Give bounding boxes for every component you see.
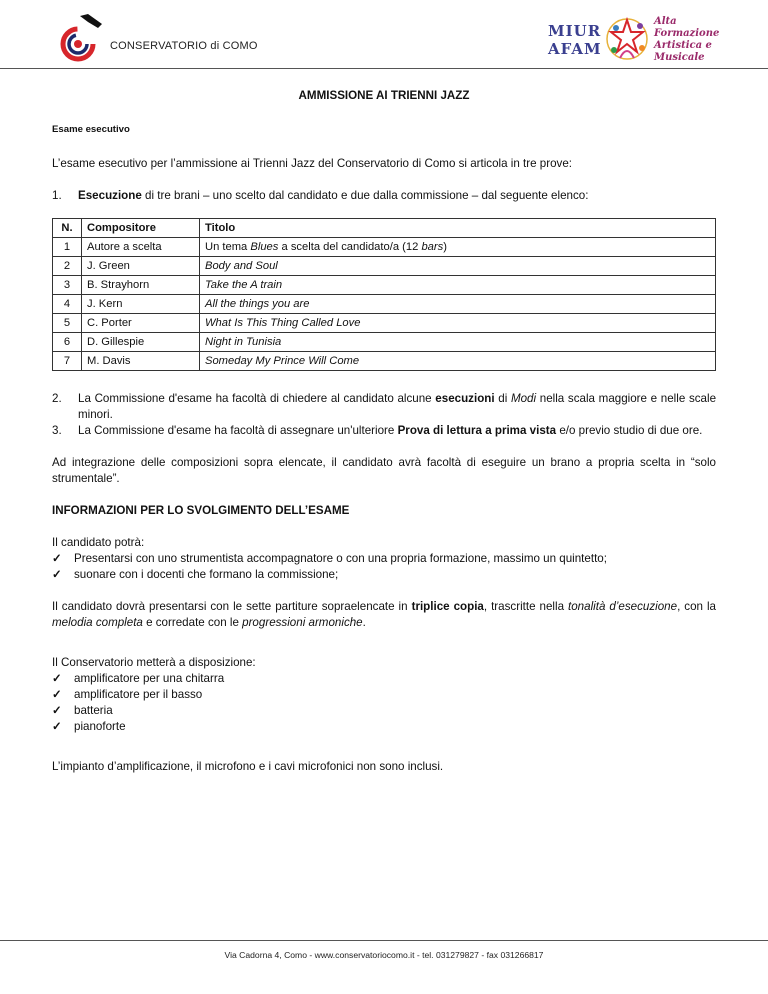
afam-stars-logo-icon	[602, 14, 652, 64]
cell-number: 7	[53, 352, 82, 371]
intro-paragraph: L’esame esecutivo per l’ammissione ai Trienni Jazz del Conservatorio di Como si articola in tre prove:	[52, 157, 573, 170]
list-number: 1.	[52, 189, 62, 202]
partiture-paragraph	[52, 599, 716, 631]
italic-term: tonalità d’esecuzione	[568, 600, 678, 613]
table-row	[53, 276, 716, 295]
cell-composer: J. Green	[82, 257, 200, 276]
text-part: nella scala maggiore e nelle scale minori.	[78, 392, 717, 421]
text-part: .	[362, 616, 366, 629]
cell-composer: Autore a scelta	[82, 238, 200, 257]
conservatorio-logo-icon	[58, 12, 110, 64]
check-icon: ✓	[52, 720, 62, 733]
list-item	[52, 567, 716, 583]
cell-number: 3	[53, 276, 82, 295]
bold-term: esecuzioni	[435, 392, 495, 405]
cell-number: 4	[53, 295, 82, 314]
list-item	[52, 703, 716, 719]
section-subtitle: Esame esecutivo	[52, 124, 130, 135]
list-item	[52, 551, 716, 567]
cell-number: 1	[53, 238, 82, 257]
title-italic: Take the A train	[205, 279, 283, 291]
list-item	[52, 687, 716, 703]
option-text: suonare con i docenti che formano la commissione;	[74, 568, 339, 581]
text-part: , con la	[677, 600, 716, 613]
list-text	[78, 391, 716, 423]
bold-term: triplice copia	[411, 600, 484, 613]
cell-title	[200, 238, 716, 257]
document-title: AMMISSIONE AI TRIENNI JAZZ	[298, 89, 470, 102]
list-text	[78, 423, 716, 439]
title-part: Un tema	[205, 241, 251, 253]
cell-number: 5	[53, 314, 82, 333]
cell-title	[200, 257, 716, 276]
check-icon: ✓	[52, 688, 62, 701]
table-row	[53, 352, 716, 371]
cell-number: 6	[53, 333, 82, 352]
candidato-potra-label: Il candidato potrà:	[52, 536, 145, 549]
text-part: Il candidato dovrà presentarsi con le sette partiture sopraelencate in	[52, 600, 412, 613]
info-heading: INFORMAZIONI PER LO SVOLGIMENTO DELL’ESAME	[52, 504, 350, 517]
miur-afam-wordmark	[548, 22, 602, 58]
text-part: e/o previo studio di due ore.	[556, 424, 703, 437]
title-italic: All the things you are	[205, 298, 310, 310]
text-part: di	[494, 392, 511, 405]
document-body	[52, 88, 716, 775]
title-italic: Someday My Prince Will Come	[205, 355, 360, 367]
cell-number: 2	[53, 257, 82, 276]
text-part: e corredate con le	[142, 616, 243, 629]
text-part: , trascritte nella	[483, 600, 569, 613]
equipment-text: amplificatore per il basso	[74, 688, 203, 701]
miur-label: MIUR	[548, 22, 602, 40]
title-part: a scelta del candidato/a (12	[278, 241, 422, 253]
check-icon: ✓	[52, 568, 62, 581]
afam-line: Alta	[654, 16, 677, 27]
page-header	[0, 0, 768, 68]
cell-composer: D. Gillespie	[82, 333, 200, 352]
table-row	[53, 333, 716, 352]
title-italic: Night in Tunisia	[205, 336, 282, 348]
cell-title	[200, 314, 716, 333]
footer-divider	[0, 940, 768, 941]
integration-paragraph: Ad integrazione delle composizioni sopra elencate, il candidato avrà facoltà di eseguire un brano a propria scelta in “solo strumentale”.	[52, 456, 716, 485]
conservatorio-name: CONSERVATORIO di COMO	[110, 40, 258, 52]
table-row	[53, 295, 716, 314]
list-number: 3.	[52, 424, 62, 437]
list-item-lettura	[52, 423, 716, 439]
italic-term: progressioni armoniche	[242, 616, 363, 629]
check-icon: ✓	[52, 552, 62, 565]
cell-composer: C. Porter	[82, 314, 200, 333]
pieces-table	[52, 218, 716, 371]
table-row	[53, 238, 716, 257]
title-part-italic: bars	[421, 241, 444, 253]
list-item-esecuzione	[52, 188, 716, 204]
italic-term: Modi	[510, 392, 537, 405]
title-italic: What Is This Thing Called Love	[205, 317, 361, 329]
option-text: Presentarsi con uno strumentista accompagnatore o con una propria formazione, massimo un quintetto;	[74, 552, 607, 565]
equipment-text: amplificatore per una chitarra	[74, 672, 225, 685]
disposizione-label: Il Conservatorio metterà a disposizione:	[52, 656, 256, 669]
header-divider	[0, 68, 768, 69]
table-header-row	[53, 219, 716, 238]
table-row	[53, 257, 716, 276]
table-row	[53, 314, 716, 333]
afam-line: Formazione	[654, 28, 720, 39]
equipment-text: pianoforte	[74, 720, 126, 733]
bold-term: Prova di lettura a prima vista	[397, 424, 557, 437]
list-item	[52, 719, 716, 735]
text-part: La Commissione d'esame ha facoltà di chiedere al candidato alcune	[78, 392, 436, 405]
amplification-note: L’impianto d’amplificazione, il microfono e i cavi microfonici non sono inclusi.	[52, 760, 444, 773]
title-italic: Body and Soul	[205, 260, 278, 272]
list-item	[52, 671, 716, 687]
bold-term: Esecuzione	[78, 189, 142, 202]
page-footer: Via Cadorna 4, Como - www.conservatoriocomo.it - tel. 031279827 - fax 031266817	[224, 950, 544, 960]
list-number: 2.	[52, 392, 62, 405]
afam-line: Musicale	[654, 52, 705, 63]
options-checklist	[52, 551, 716, 583]
cell-title	[200, 295, 716, 314]
cell-composer: B. Strayhorn	[82, 276, 200, 295]
list-text	[78, 188, 588, 204]
cell-title	[200, 276, 716, 295]
afam-description	[654, 16, 719, 64]
numbered-list	[52, 391, 716, 439]
cell-composer: M. Davis	[82, 352, 200, 371]
cell-title	[200, 352, 716, 371]
check-icon: ✓	[52, 704, 62, 717]
cell-composer: J. Kern	[82, 295, 200, 314]
list-item-modi	[52, 391, 716, 423]
list-text-rest: di tre brani – uno scelto dal candidato e due dalla commissione – dal seguente elenco:	[141, 189, 589, 202]
italic-term: melodia completa	[52, 616, 143, 629]
afam-line: Artistica e	[654, 40, 712, 51]
column-header-number: N.	[53, 219, 82, 238]
column-header-composer: Compositore	[82, 219, 200, 238]
cell-title	[200, 333, 716, 352]
equipment-text: batteria	[74, 704, 113, 717]
text-part: La Commissione d'esame ha facoltà di assegnare un'ulteriore	[78, 424, 398, 437]
column-header-title: Titolo	[200, 219, 716, 238]
afam-label: AFAM	[548, 40, 602, 58]
check-icon: ✓	[52, 672, 62, 685]
title-part: )	[443, 241, 447, 253]
equipment-checklist	[52, 671, 716, 735]
title-part-italic: Blues	[250, 241, 279, 253]
